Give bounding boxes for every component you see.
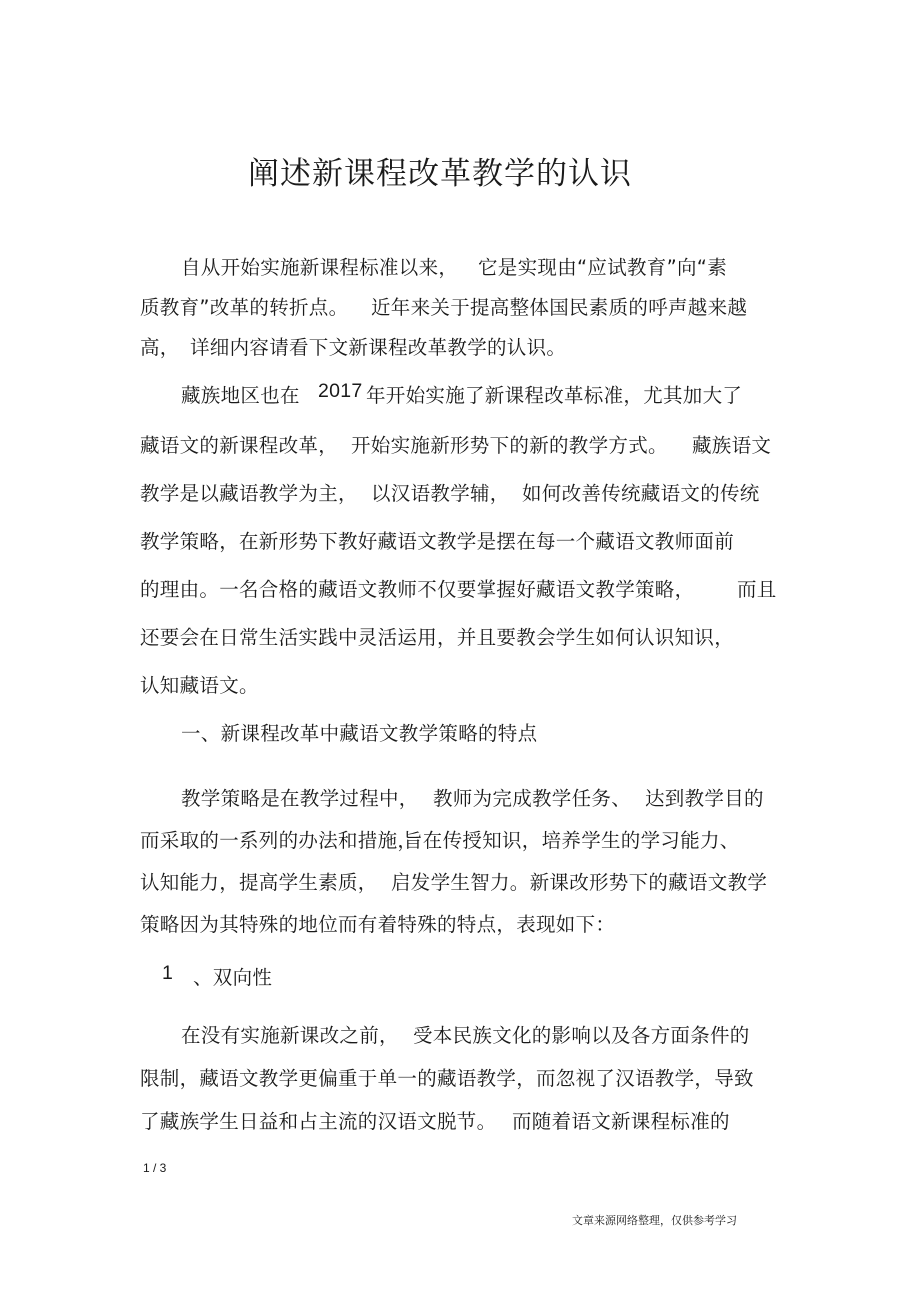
p1-line3-b: 详细内容请看下文新课程改革教学的认识。 xyxy=(190,336,567,359)
p3-line3-a: 认知能力，提高学生素质， xyxy=(140,871,378,894)
document-title: 阐述新课程改革教学的认识 xyxy=(248,156,632,192)
footer-note: 文章来源网络整理，仅供参考学习 xyxy=(572,1214,737,1227)
section-heading-2-text: 、双向性 xyxy=(193,966,273,989)
p1-line2-a: 质教育”改革的转折点。 xyxy=(140,296,349,319)
p3-line1-a: 教学策略是在教学过程中， xyxy=(181,787,419,810)
p2-line6: 还要会在日常生活实践中灵活运用，并且要教会学生如何认识知识， xyxy=(140,626,735,649)
p2-line2-c: 藏族语文 xyxy=(692,434,772,457)
p2-line3-c: 如何改善传统藏语文的传统 xyxy=(522,482,760,505)
p4-line2: 限制，藏语文教学更偏重于单一的藏语教学，而忽视了汉语教学，导致 xyxy=(140,1067,754,1090)
p2-line1-year: 2017 xyxy=(318,380,363,402)
p2-line2-a: 藏语文的新课程改革， xyxy=(140,434,339,457)
p3-line1-c: 达到教学目的 xyxy=(645,787,764,810)
p1-line1-a: 自从开始实施新课程标准以来， xyxy=(181,256,459,279)
p3-line3-b: 启发学生智力。新课改形势下的藏语文教学 xyxy=(391,871,768,894)
section-heading-1: 一、新课程改革中藏语文教学策略的特点 xyxy=(181,722,538,745)
p3-line4: 策略因为其特殊的地位而有着特殊的特点，表现如下： xyxy=(140,913,616,936)
p3-line1-b: 教师为完成教学任务、 xyxy=(433,787,632,810)
p4-line3-b: 而随着语文新课程标准的 xyxy=(512,1110,730,1133)
page-number: 1 / 3 xyxy=(143,1161,167,1175)
p4-line1-b: 受本民族文化的影响以及各方面条件的 xyxy=(413,1024,750,1047)
p3-line2-b: 旨在传授知识，培养学生的学习能力、 xyxy=(403,829,740,852)
p1-line2-b: 近年来关于提高整体国民素质的呼声越来越 xyxy=(371,296,748,319)
p2-line1-b: 年开始实施了新课程改革标准，尤其加大了 xyxy=(366,384,743,407)
p2-line7: 认知藏语文。 xyxy=(140,674,259,697)
p2-line3-a: 教学是以藏语教学为主， xyxy=(140,482,358,505)
p2-line1-a: 藏族地区也在 xyxy=(181,384,300,407)
p2-line5-b: 而且 xyxy=(737,578,777,601)
p2-line3-b: 以汉语教学辅， xyxy=(371,482,510,505)
p1-line3-a: 高， xyxy=(140,336,180,359)
p4-line3-a: 了藏族学生日益和占主流的汉语文脱节。 xyxy=(140,1110,497,1133)
p4-line1-a: 在没有实施新课改之前， xyxy=(181,1024,399,1047)
p3-line2-a: 而采取的一系列的办法和措施， xyxy=(140,829,418,852)
p2-line2-b: 开始实施新形势下的新的教学方式。 xyxy=(351,434,668,457)
p2-line4: 教学策略，在新形势下教好藏语文教学是摆在每一个藏语文教师面前 xyxy=(140,530,735,553)
section-heading-2-number: 1 xyxy=(162,962,174,984)
p2-line5-a: 的理由。一名合格的藏语文教师不仅要掌握好藏语文教学策略， xyxy=(140,578,695,601)
p1-line1-b: 它是实现由“应试教育”向“素 xyxy=(478,256,728,279)
